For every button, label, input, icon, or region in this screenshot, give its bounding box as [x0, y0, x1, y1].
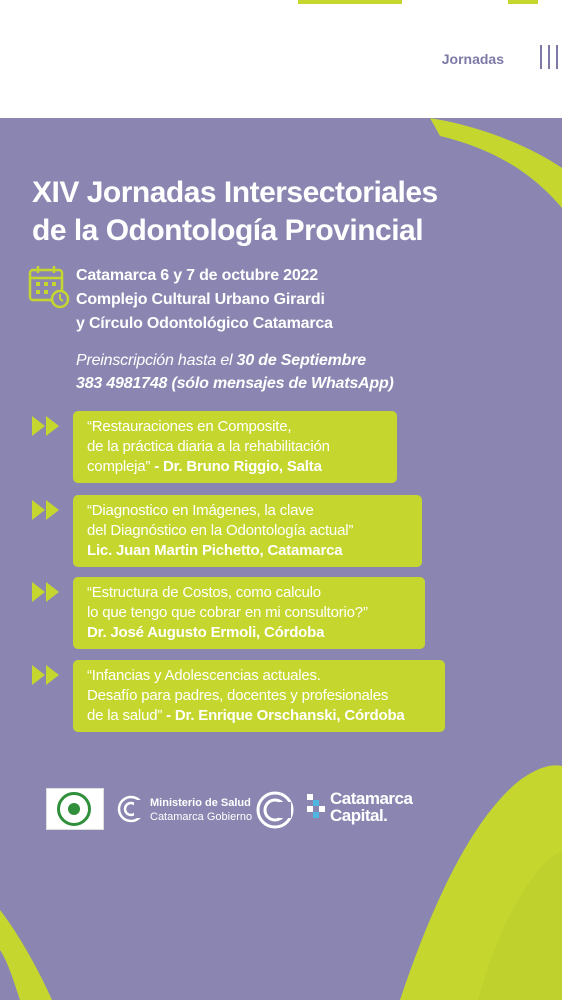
event-venue: y Círculo Odontológico Catamarca	[76, 315, 333, 332]
talk-title: Desafío para padres, docentes y profesionales	[87, 687, 389, 704]
ministerio-salud-logo	[150, 796, 252, 824]
talk-card	[73, 577, 425, 649]
decorative-mountain	[0, 700, 562, 1000]
talk-title: de la salud”	[87, 707, 167, 724]
capital-subtitle: Capital.	[330, 806, 388, 825]
preregistration-info	[76, 349, 394, 395]
ministerio-salud-logo-icon	[116, 794, 146, 824]
talk-item	[73, 411, 397, 483]
talk-speaker: - Dr. Bruno Riggio, Salta	[154, 458, 322, 475]
prereg-date: 30 de Septiembre	[236, 352, 366, 369]
event-date: Catamarca 6 y 7 de octubre 2022	[76, 267, 318, 284]
colegio-odontologos-logo	[46, 788, 104, 830]
capital-name: Catamarca	[330, 789, 413, 808]
catamarca-circle-logo-icon	[255, 790, 295, 830]
prereg-prefix: Preinscripción hasta el	[76, 352, 237, 369]
ministry-subtitle: Catamarca Gobierno	[150, 811, 253, 823]
ministry-name: Ministerio de Salud	[150, 797, 251, 809]
talk-item	[73, 577, 425, 649]
calendar-clock-icon	[28, 264, 70, 310]
double-chevron-right-icon	[31, 415, 63, 437]
sponsor-logos	[0, 780, 562, 840]
talk-speaker: - Dr. Enrique Orschanski, Córdoba	[166, 707, 405, 724]
talk-item	[73, 495, 422, 567]
talk-title: compleja”	[87, 458, 155, 475]
event-info	[76, 264, 333, 336]
talk-speaker: Lic. Juan Martin Pichetto, Catamarca	[87, 542, 343, 559]
prereg-contact: 383 4981748 (sólo mensajes de WhatsApp)	[76, 375, 394, 392]
catamarca-capital-logo	[330, 790, 412, 824]
double-chevron-right-icon	[31, 581, 63, 603]
talk-card	[73, 495, 422, 567]
talk-speaker: Dr. José Augusto Ermoli, Córdoba	[87, 624, 325, 641]
talk-title: “Estructura de Costos, como calculo	[87, 584, 321, 601]
double-chevron-right-icon	[31, 499, 63, 521]
page-title	[32, 174, 532, 250]
talk-title: “Restauraciones en Composite,	[87, 418, 292, 435]
talk-title: “Infancias y Adolescencias actuales.	[87, 667, 321, 684]
talk-title: del Diagnóstico en la Odontología actual”	[87, 522, 354, 539]
title-line: de la Odontología Provincial	[32, 214, 424, 247]
section-label: Jornadas	[441, 51, 504, 67]
talk-card	[73, 411, 397, 483]
talk-title: de la práctica diaria a la rehabilitación	[87, 438, 330, 455]
catamarca-capital-logo-icon	[307, 792, 327, 822]
title-line: XIV Jornadas Intersectoriales	[32, 176, 438, 209]
talk-title: lo que tengo que cobrar en mi consultorio?”	[87, 604, 368, 621]
double-chevron-right-icon	[31, 664, 63, 686]
talk-title: “Diagnostico en Imágenes, la clave	[87, 502, 314, 519]
event-venue: Complejo Cultural Urbano Girardi	[76, 291, 325, 308]
